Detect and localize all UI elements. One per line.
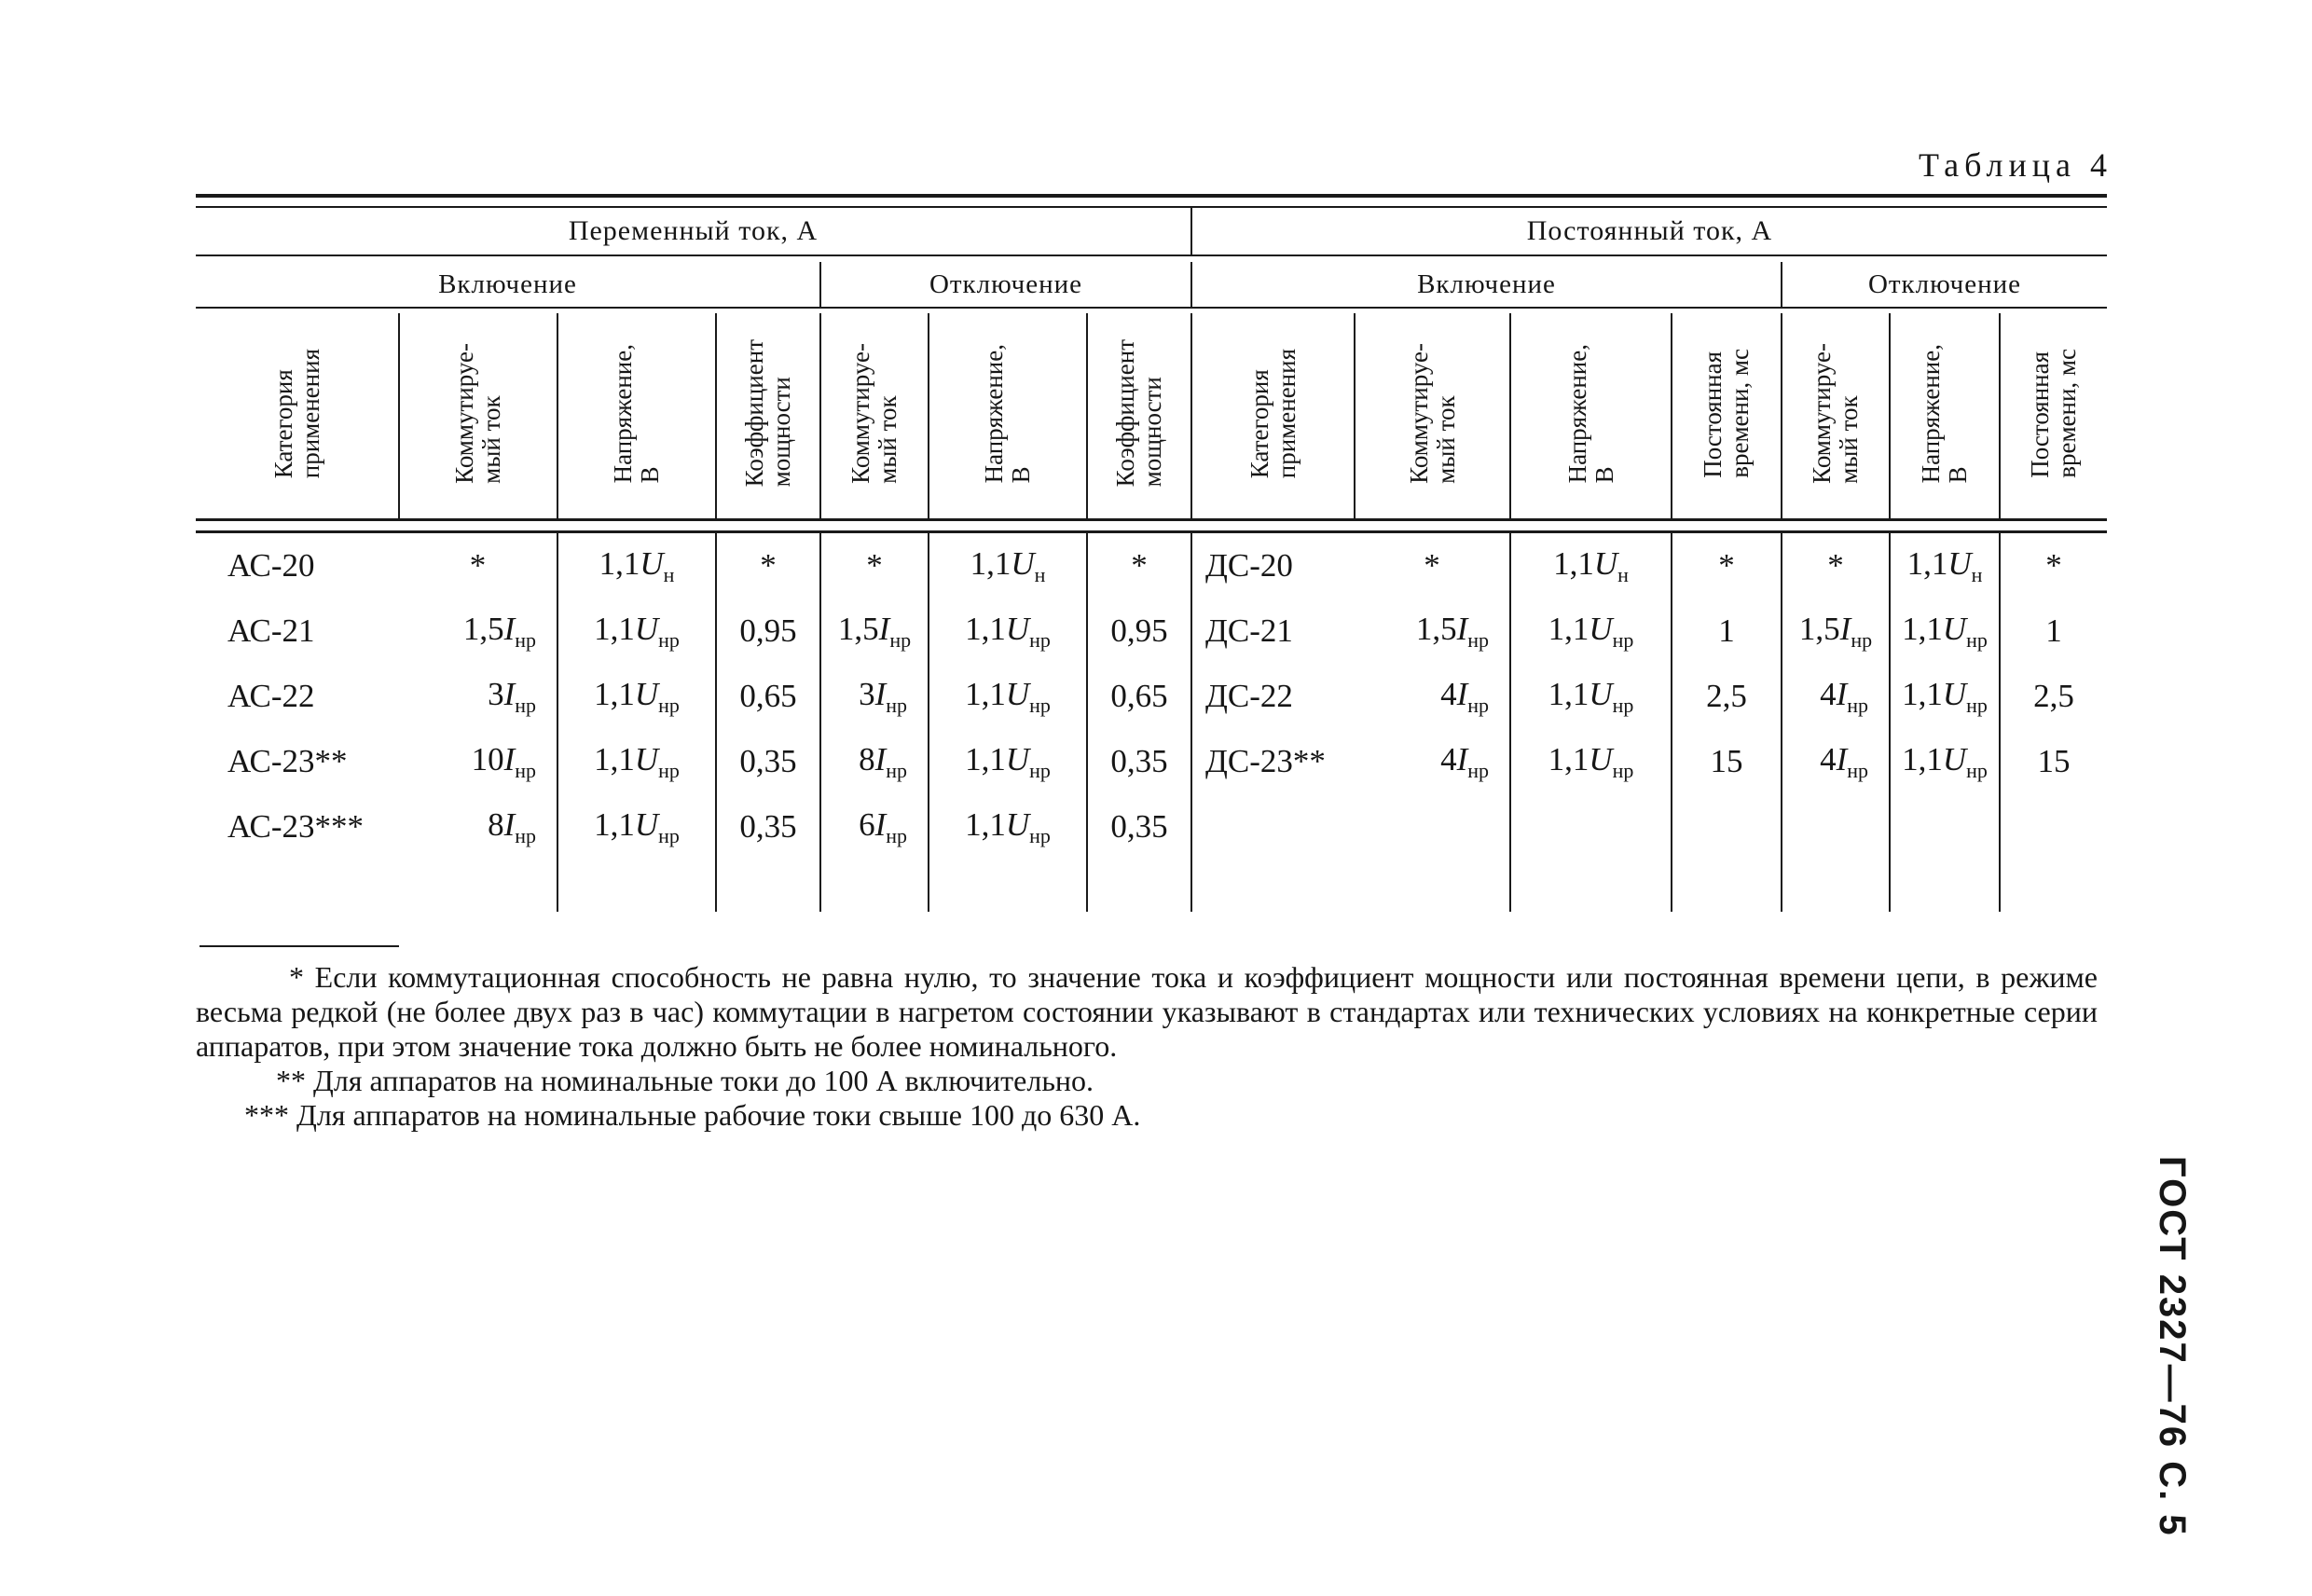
- subgroup-dc-on: Включение: [1191, 262, 1782, 308]
- col-ac-off-voltage: Напряжение, В: [929, 313, 1087, 520]
- table-row: АС-23*** $8I_{нр}$ $1,1U_{нр}$ 0,35 $6I_{нр}$ $1,1U_{нр}$ 0,35: [196, 794, 2107, 860]
- col-dc-off-time-constant: Постоянная времени, мс: [2026, 349, 2081, 478]
- column-header-row: [196, 313, 2107, 520]
- footnote-1: * Если коммутационная способность не равна нулю, то значение тока и коэффициент мощности или постоянная времени цепи, в режиме весьма редкой (не более двух раз в час) коммутации в нагретом состоянии указывают в стандартах или технических условиях на конкретные серии аппаратов, при этом значение тока должно быть не более номинального.: [196, 960, 2098, 1063]
- subgroup-ac-on: Включение: [196, 262, 820, 308]
- table-row: АС-23** $10I_{нр}$ $1,1U_{нр}$ 0,35 $8I_{нр}$ $1,1U_{нр}$ 0,35 ДС-23** $4I_{нр}$ $1,1U_{нр}$ 15 $4I_{нр}$ $1,1U_{нр}$ 15: [196, 729, 2107, 794]
- col-dc-category: Категория применения: [1191, 313, 1355, 520]
- col-dc-off-voltage: Напряжение, В: [1890, 313, 2000, 520]
- current-table: [196, 194, 2107, 912]
- col-dc-on-current: Коммутируе- мый ток: [1355, 313, 1510, 520]
- top-rule: [196, 196, 2107, 207]
- col-ac-on-voltage: Напряжение, В: [557, 313, 716, 520]
- table-tail: [196, 860, 2107, 912]
- footnote-rule: [200, 945, 399, 947]
- subgroup-ac-off: Отключение: [820, 262, 1191, 308]
- col-dc-off-current: Коммутируе- мый ток: [1782, 313, 1890, 520]
- table-row: АС-21 $1,5I_{нр}$ $1,1U_{нр}$ 0,95 $1,5I_{нр}$ $1,1U_{нр}$ 0,95 ДС-21 $1,5I_{нр}$ $1,1U_{нр}$ 1 $1,5I_{нр}$ $1,1U_{нр}$ 1: [196, 598, 2107, 664]
- col-dc-on-time-constant: Постоянная времени, мс: [1672, 313, 1782, 520]
- col-ac-on-power-factor: Коэффициент мощности: [716, 313, 820, 520]
- col-ac-off-power-factor: Коэффициент мощности: [1087, 313, 1191, 520]
- footnote-2: ** Для аппаратов на номинальные токи до 100 А включительно.: [276, 1064, 1094, 1097]
- col-dc-on-voltage: Напряжение, В: [1510, 313, 1672, 520]
- group-ac: Переменный ток, А: [196, 207, 1191, 255]
- subgroup-header-row: [196, 262, 2107, 308]
- col-ac-on-current: Коммутируе- мый ток: [399, 313, 557, 520]
- col-ac-off-current: Коммутируе- мый ток: [820, 313, 929, 520]
- table-title: Таблица 4: [1919, 146, 2112, 184]
- group-dc: Постоянный ток, А: [1526, 215, 1773, 246]
- col-ac-category: Категория применения: [196, 313, 399, 520]
- footnote-3: *** Для аппаратов на номинальные рабочие токи свыше 100 до 630 А.: [244, 1098, 1141, 1132]
- group-header-row: [196, 207, 2107, 255]
- side-page-label: ГОСТ 2327—76 С. 5: [2152, 1156, 2193, 1537]
- subgroup-dc-off: Отключение: [1867, 268, 2022, 299]
- footnotes: [196, 960, 2098, 1133]
- table-row: АС-22 $3I_{нр}$ $1,1U_{нр}$ 0,65 $3I_{нр}$ $1,1U_{нр}$ 0,65 ДС-22 $4I_{нр}$ $1,1U_{нр}$ 2,5 $4I_{нр}$ $1,1U_{нр}$ 2,5: [196, 664, 2107, 729]
- table-row: АС-20 * $1,1U_н$ * * $1,1U_н$ * ДС-20 * $1,1U_н$ * * $1,1U_н$ *: [196, 532, 2107, 599]
